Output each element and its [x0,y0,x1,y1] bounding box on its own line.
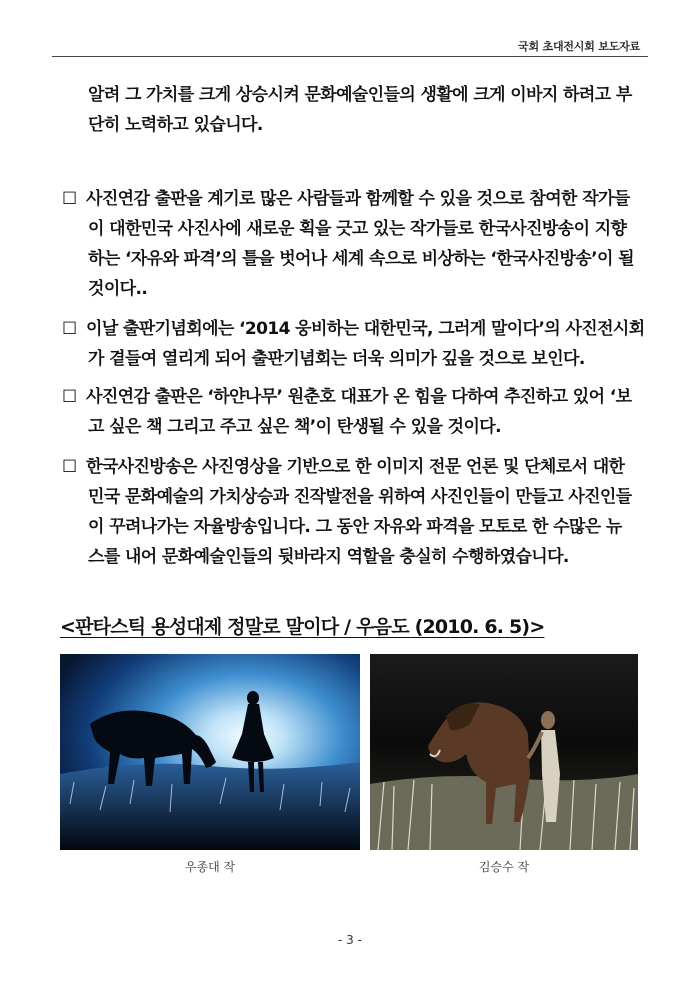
checkbox-icon: ☐ [62,319,77,339]
page-number: - 3 - [338,933,362,947]
checkbox-icon: ☐ [62,189,77,209]
document-header: 국회 초대전시회 보도자료 [518,40,640,53]
paragraph-broadcast [62,452,648,572]
paragraph-line: 고 싶은 책 그리고 주고 싶은 책’이 탄생될 수 있을 것이다. [88,417,501,437]
paragraph-line: 스를 내어 문화예술인들의 뒷바라지 역할을 충실히 수행하였습니다. [88,547,569,567]
photo-horse-woman-night [370,654,638,850]
paragraph-line: 민국 문화예술의 가치상승과 진작발전을 위하여 사진인들이 만들고 사진인들 [88,487,632,507]
paragraph-line: 사진연감 출판은 ‘하얀나무’ 원춘호 대표가 온 힘을 다하여 추진하고 있어 ‘보 [86,387,632,407]
paragraph-line: 사진연감 출판을 계기로 많은 사람들과 함께할 수 있을 것으로 참여한 작가들 [86,189,630,209]
photo-credit: 우종대 작 [184,860,236,874]
paragraph-line: 하는 ‘자유와 파격’의 틀을 벗어나 세계 속으로 비상하는 ‘한국사진방송’이 될 [88,249,634,269]
paragraph-white-tree [62,382,648,442]
paragraph-ceremony [62,314,648,374]
photo-horse-silhouette [60,654,360,850]
gallery-title: <판타스틱 용성대제 정말로 말이다 / 우음도 (2010. 6. 5)> [60,616,545,638]
paragraph-continuation [62,80,648,140]
paragraph-line: 이 대한민국 사진사에 새로운 획을 긋고 있는 작가들로 한국사진방송이 지향 [88,219,627,239]
paragraph-publication [62,184,648,304]
checkbox-icon: ☐ [62,387,77,407]
checkbox-icon: ☐ [62,457,77,477]
photo-credit: 김승수 작 [478,860,530,874]
paragraph-line: 가 곁들여 열리게 되어 출판기념회는 더욱 의미가 깊을 것으로 보인다. [88,349,585,369]
paragraph-line: 이 꾸려나가는 자율방송입니다. 그 동안 자유와 파격을 모토로 한 수많은 뉴 [88,517,622,537]
paragraph-line: 알려 그 가치를 크게 상승시켜 문화예술인들의 생활에 크게 이바지 하려고 부 [88,85,632,105]
paragraph-line: 것이다.. [88,279,148,299]
paragraph-line: 단히 노력하고 있습니다. [88,115,263,135]
paragraph-line: 이날 출판기념회에는 ‘2014 웅비하는 대한민국, 그러게 말이다’의 사진전시회 [86,319,645,339]
header-rule [52,56,648,57]
paragraph-line: 한국사진방송은 사진영상을 기반으로 한 이미지 전문 언론 및 단체로서 대한 [86,457,625,477]
